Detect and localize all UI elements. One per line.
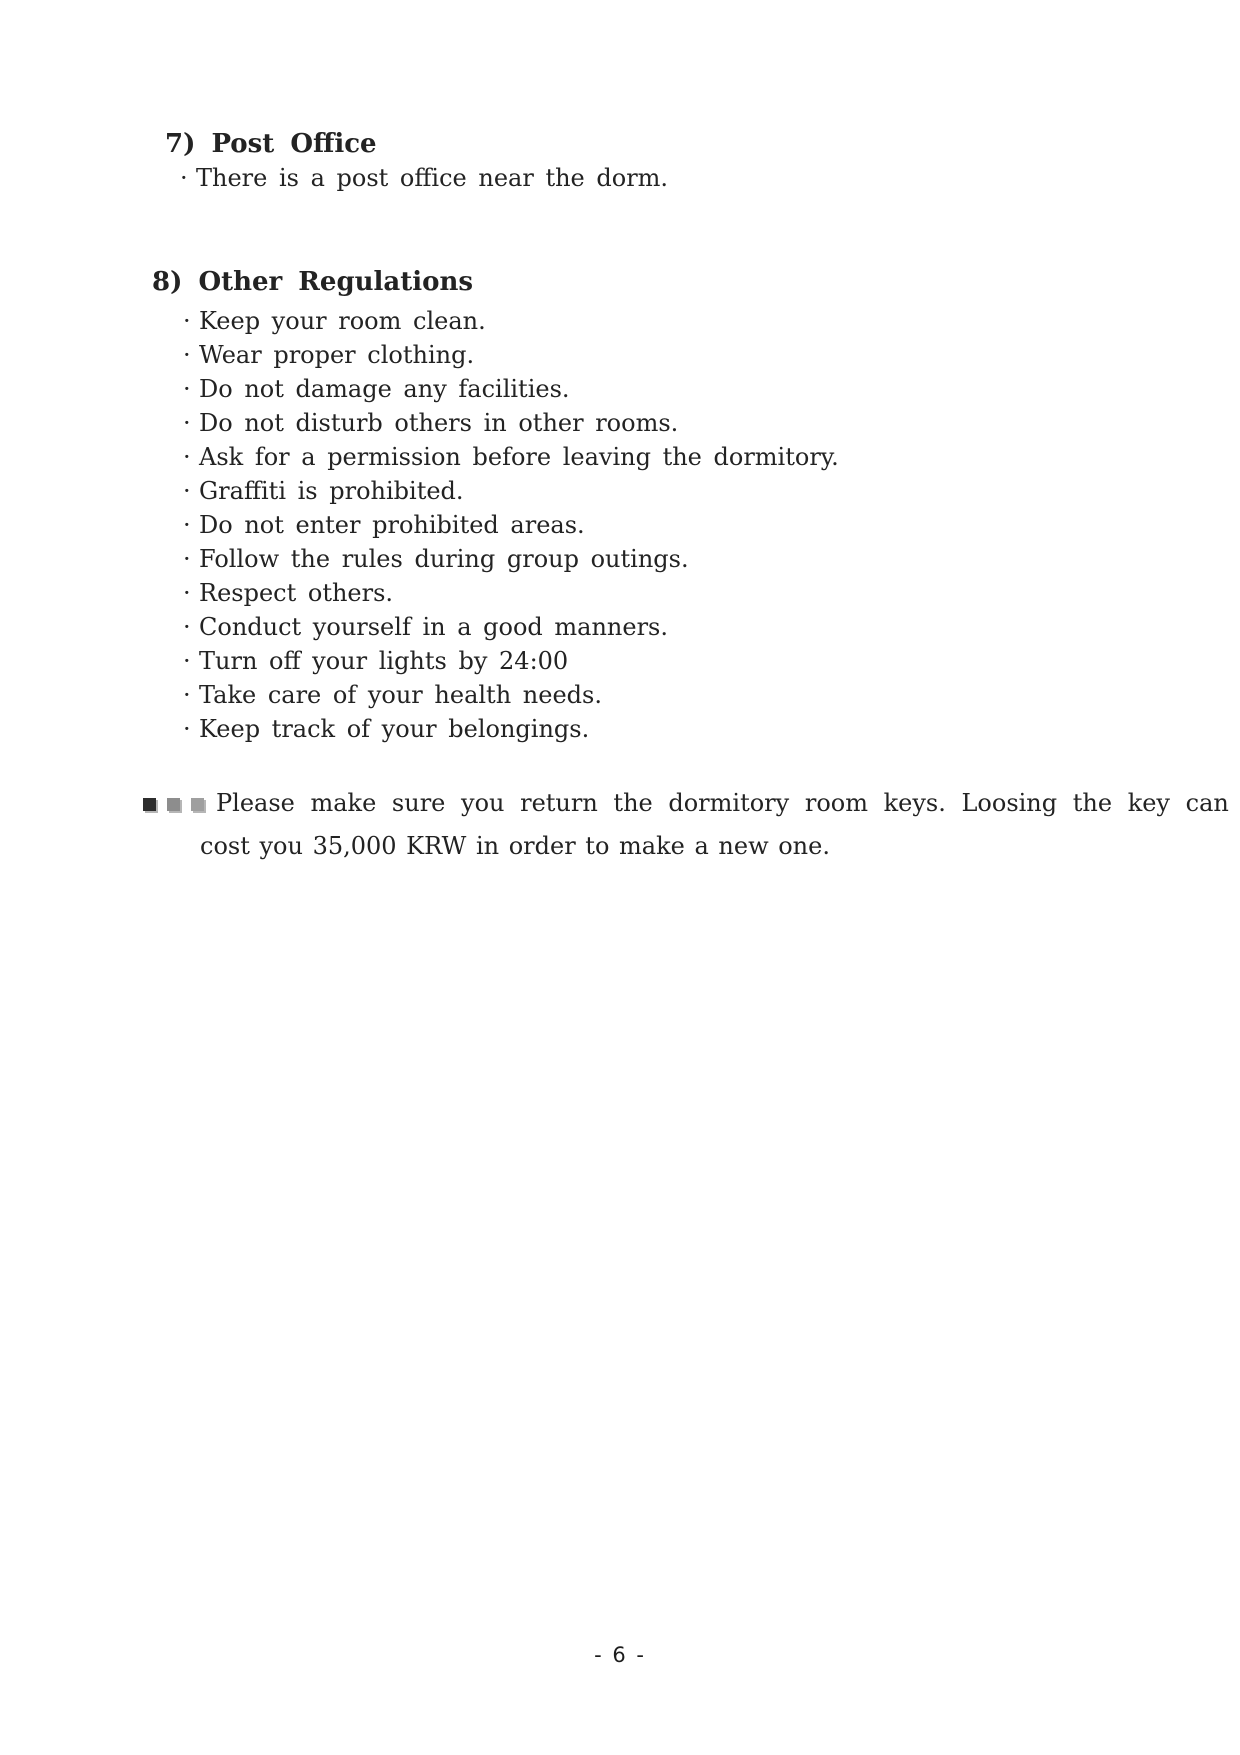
bullet-dot: · <box>183 443 191 471</box>
square-glyph-light <box>191 798 204 811</box>
list-item <box>183 372 839 406</box>
list-item-text: Turn off your lights by 24:00 <box>199 647 569 675</box>
bullet-dot: · <box>183 545 191 573</box>
note-line-1 <box>143 786 1229 829</box>
bullet-dot: · <box>183 477 191 505</box>
list-item-text: Do not enter prohibited areas. <box>199 511 585 539</box>
bullet-dot: · <box>183 647 191 675</box>
list-item-text: Graffiti is prohibited. <box>199 477 464 505</box>
list-item-text: Keep your room clean. <box>199 307 486 335</box>
bullet-dot: · <box>183 681 191 709</box>
section-7-heading: 7) Post Office <box>165 129 377 159</box>
bullet-dot: · <box>183 579 191 607</box>
list-item-text: Wear proper clothing. <box>199 341 475 369</box>
list-item-text: Follow the rules during group outings. <box>199 545 689 573</box>
list-item-text: Respect others. <box>199 579 394 607</box>
section-8-heading: 8) Other Regulations <box>152 267 474 297</box>
bullet-dot: · <box>183 715 191 743</box>
list-item-text: Do not disturb others in other rooms. <box>199 409 679 437</box>
key-return-note <box>143 786 1229 864</box>
three-squares-icon <box>143 794 204 829</box>
bullet-dot: · <box>180 164 188 192</box>
square-glyph-dark <box>143 798 156 811</box>
list-item-text: There is a post office near the dorm. <box>196 164 669 192</box>
bullet-dot: · <box>183 341 191 369</box>
bullet-dot: · <box>183 511 191 539</box>
note-text-line1: Please make sure you return the dormitory room keys. Loosing the key can <box>216 789 1229 817</box>
bullet-dot: · <box>183 409 191 437</box>
square-glyph-medium <box>167 798 180 811</box>
list-item <box>180 161 668 195</box>
list-item <box>183 474 839 508</box>
list-item-text: Take care of your health needs. <box>199 681 602 709</box>
list-item <box>183 406 839 440</box>
list-item <box>183 712 839 746</box>
bullet-dot: · <box>183 307 191 335</box>
list-item <box>183 304 839 338</box>
note-text-line2: cost you 35,000 KRW in order to make a new one. <box>200 832 830 860</box>
page-number: - 6 - <box>594 1643 646 1667</box>
bullet-dot: · <box>183 375 191 403</box>
list-item <box>183 440 839 474</box>
list-item-text: Ask for a permission before leaving the dormitory. <box>199 443 839 471</box>
list-item <box>183 610 839 644</box>
list-item <box>183 542 839 576</box>
list-item <box>183 644 839 678</box>
bullet-dot: · <box>183 613 191 641</box>
regulations-list <box>183 304 839 746</box>
list-item <box>183 678 839 712</box>
list-item <box>183 338 839 372</box>
list-item-text: Keep track of your belongings. <box>199 715 590 743</box>
list-item-text: Conduct yourself in a good manners. <box>199 613 669 641</box>
list-item <box>183 508 839 542</box>
list-item <box>183 576 839 610</box>
list-item-text: Do not damage any facilities. <box>199 375 570 403</box>
